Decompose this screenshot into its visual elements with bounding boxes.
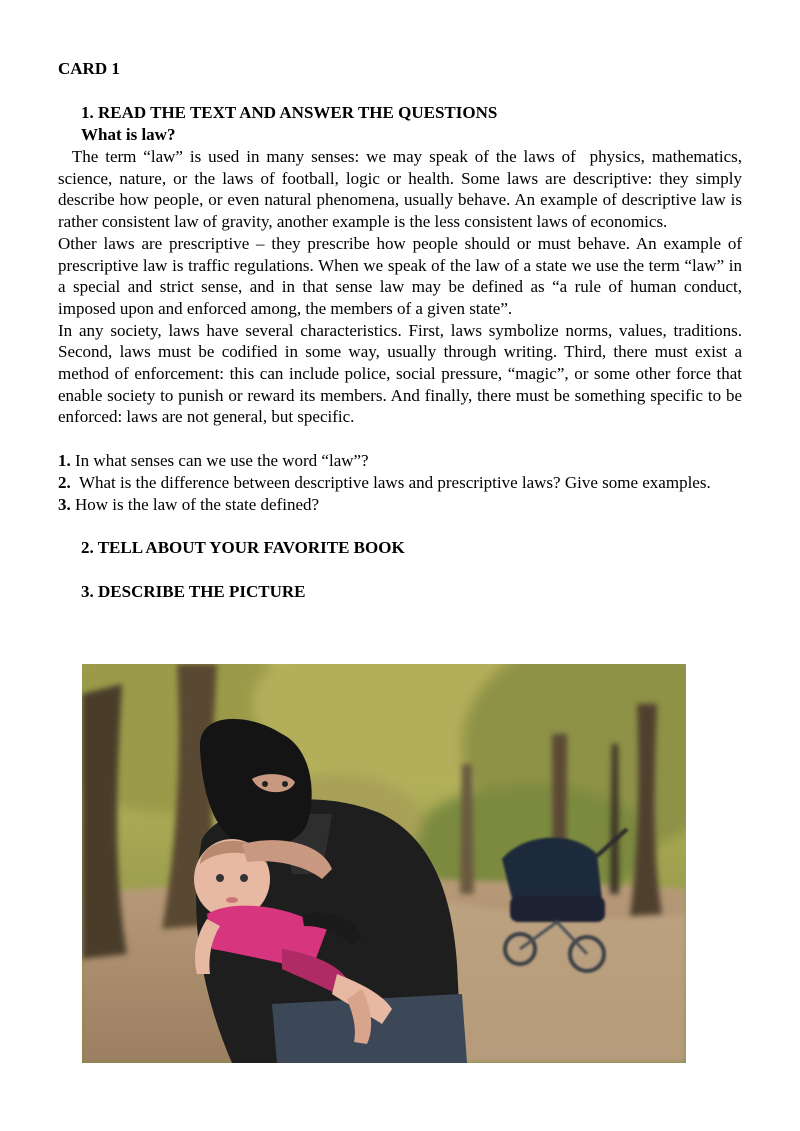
document-page — [58, 58, 747, 603]
question-1 — [58, 450, 742, 472]
question-text: In what senses can we use the word “law”? — [70, 451, 369, 471]
card-title: CARD 1 — [58, 59, 120, 78]
section1-subheading: What is law? — [81, 125, 176, 144]
section3-heading: 3. DESCRIBE THE PICTURE — [81, 582, 306, 602]
paragraph-3: In any society, laws have several characteristics. First, laws symbolize norms, values, traditions. Second, laws must be codified in some way, usually through writing. Third, there must exist a method of enforcement: this can include police, social pressure, “magic”, or some other force that enable society to punish or reward its members. And finally, there must be something specific to be enforced: laws are not general, but specific. — [58, 320, 742, 427]
question-text: How is the law of the state defined? — [70, 494, 320, 514]
question-number: 2. — [58, 472, 71, 492]
question-3 — [58, 494, 742, 516]
picture-kidnapping-scene — [82, 664, 686, 1063]
question-text: What is the difference between descriptive laws and prescriptive laws? Give some examples. — [70, 472, 711, 492]
section2-heading: 2. TELL ABOUT YOUR FAVORITE BOOK — [81, 538, 405, 558]
question-number: 3. — [58, 494, 71, 514]
paragraph-2: Other laws are prescriptive – they prescribe how people should or must behave. An example of prescriptive law is traffic regulations. When we speak of the law of a state we use the term “law” in a special and strict sense, and in that sense law may be defined as “a rule of human conduct, imposed upon and enforced among, the members of a given state”. — [58, 233, 742, 318]
question-2 — [58, 472, 742, 494]
paragraph-1: The term “law” is used in many senses: we may speak of the laws of physics, mathematics, science, nature, or the laws of football, logic or health. Some laws are descriptive: they simply describe how people, or even natural phenomena, usually behave. An example of descriptive law is rather consistent law of gravity, another example is the less consistent laws of economics. — [58, 147, 747, 232]
section1-heading: 1. READ THE TEXT AND ANSWER THE QUESTIONS — [81, 103, 498, 122]
question-number: 1. — [58, 451, 71, 471]
